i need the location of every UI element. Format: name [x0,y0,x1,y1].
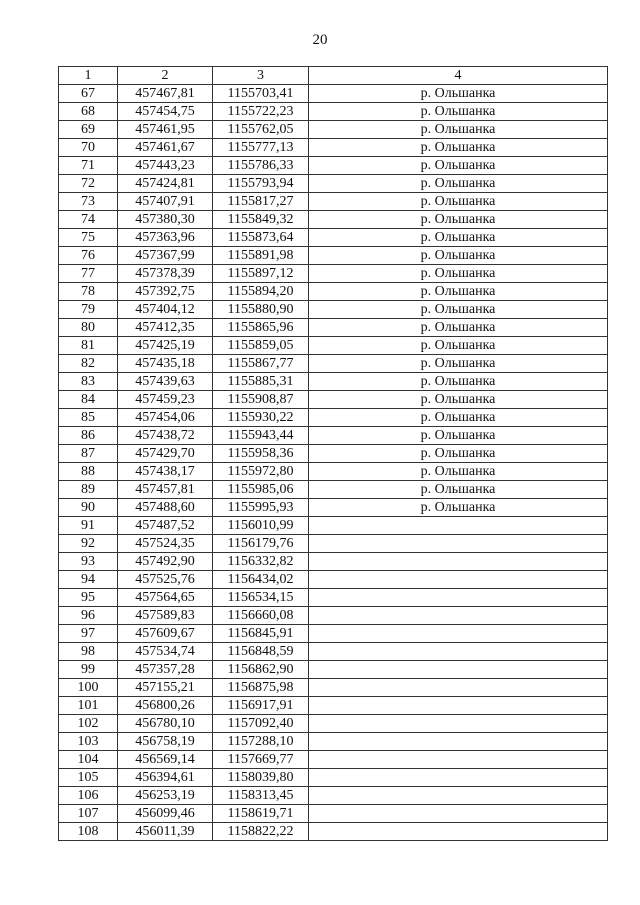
description-cell [309,517,608,535]
description-cell: р. Ольшанка [309,265,608,283]
description-cell: р. Ольшанка [309,247,608,265]
point-number-cell: 68 [59,103,118,121]
x-coordinate-cell: 457435,18 [118,355,213,373]
y-coordinate-cell: 1155722,23 [213,103,309,121]
description-cell: р. Ольшанка [309,391,608,409]
point-number-cell: 84 [59,391,118,409]
table-body [59,85,608,841]
y-coordinate-cell: 1155885,31 [213,373,309,391]
y-coordinate-cell: 1155867,77 [213,355,309,373]
y-coordinate-cell: 1155703,41 [213,85,309,103]
x-coordinate-cell: 457443,23 [118,157,213,175]
y-coordinate-cell: 1155777,13 [213,139,309,157]
y-coordinate-cell: 1156875,98 [213,679,309,697]
description-cell: р. Ольшанка [309,409,608,427]
y-coordinate-cell: 1155880,90 [213,301,309,319]
point-number-cell: 80 [59,319,118,337]
x-coordinate-cell: 457363,96 [118,229,213,247]
table-row [59,517,608,535]
x-coordinate-cell: 457461,67 [118,139,213,157]
x-coordinate-cell: 457589,83 [118,607,213,625]
x-coordinate-cell: 456758,19 [118,733,213,751]
table-row [59,445,608,463]
y-coordinate-cell: 1158822,22 [213,823,309,841]
x-coordinate-cell: 456394,61 [118,769,213,787]
point-number-cell: 93 [59,553,118,571]
table-row [59,535,608,553]
x-coordinate-cell: 457392,75 [118,283,213,301]
table-row [59,355,608,373]
point-number-cell: 103 [59,733,118,751]
x-coordinate-cell: 457438,17 [118,463,213,481]
description-cell [309,823,608,841]
header-row [59,67,608,85]
description-cell [309,643,608,661]
x-coordinate-cell: 457454,75 [118,103,213,121]
table-row [59,715,608,733]
description-cell [309,679,608,697]
table-row [59,373,608,391]
table-row [59,229,608,247]
description-cell [309,535,608,553]
description-cell [309,787,608,805]
table-row [59,265,608,283]
y-coordinate-cell: 1155930,22 [213,409,309,427]
point-number-cell: 81 [59,337,118,355]
point-number-cell: 97 [59,625,118,643]
header-cell-3: 3 [213,67,309,85]
description-cell [309,607,608,625]
point-number-cell: 108 [59,823,118,841]
y-coordinate-cell: 1156660,08 [213,607,309,625]
point-number-cell: 78 [59,283,118,301]
description-cell: р. Ольшанка [309,337,608,355]
point-number-cell: 74 [59,211,118,229]
description-cell [309,553,608,571]
point-number-cell: 92 [59,535,118,553]
point-number-cell: 69 [59,121,118,139]
description-cell [309,571,608,589]
table-row [59,409,608,427]
y-coordinate-cell: 1156434,02 [213,571,309,589]
table-row [59,661,608,679]
description-cell: р. Ольшанка [309,175,608,193]
y-coordinate-cell: 1157669,77 [213,751,309,769]
y-coordinate-cell: 1155985,06 [213,481,309,499]
x-coordinate-cell: 457378,39 [118,265,213,283]
table-row [59,157,608,175]
y-coordinate-cell: 1155859,05 [213,337,309,355]
point-number-cell: 71 [59,157,118,175]
table-row [59,787,608,805]
description-cell [309,715,608,733]
y-coordinate-cell: 1155972,80 [213,463,309,481]
point-number-cell: 90 [59,499,118,517]
point-number-cell: 106 [59,787,118,805]
header-cell-2: 2 [118,67,213,85]
x-coordinate-cell: 456253,19 [118,787,213,805]
x-coordinate-cell: 457425,19 [118,337,213,355]
table-row [59,805,608,823]
x-coordinate-cell: 456780,10 [118,715,213,733]
y-coordinate-cell: 1155762,05 [213,121,309,139]
y-coordinate-cell: 1155873,64 [213,229,309,247]
y-coordinate-cell: 1155908,87 [213,391,309,409]
description-cell [309,805,608,823]
y-coordinate-cell: 1155894,20 [213,283,309,301]
x-coordinate-cell: 457459,23 [118,391,213,409]
description-cell [309,733,608,751]
y-coordinate-cell: 1156010,99 [213,517,309,535]
x-coordinate-cell: 457524,35 [118,535,213,553]
description-cell: р. Ольшанка [309,121,608,139]
x-coordinate-cell: 457429,70 [118,445,213,463]
x-coordinate-cell: 457492,90 [118,553,213,571]
y-coordinate-cell: 1155943,44 [213,427,309,445]
point-number-cell: 100 [59,679,118,697]
description-cell: р. Ольшанка [309,211,608,229]
point-number-cell: 79 [59,301,118,319]
table-row [59,625,608,643]
point-number-cell: 105 [59,769,118,787]
table-row [59,643,608,661]
x-coordinate-cell: 456011,39 [118,823,213,841]
table-row [59,499,608,517]
x-coordinate-cell: 457564,65 [118,589,213,607]
table-row [59,337,608,355]
table-row [59,139,608,157]
x-coordinate-cell: 457438,72 [118,427,213,445]
y-coordinate-cell: 1155817,27 [213,193,309,211]
table-row [59,697,608,715]
y-coordinate-cell: 1158313,45 [213,787,309,805]
header-cell-1: 1 [59,67,118,85]
description-cell: р. Ольшанка [309,355,608,373]
description-cell: р. Ольшанка [309,499,608,517]
x-coordinate-cell: 457357,28 [118,661,213,679]
x-coordinate-cell: 457454,06 [118,409,213,427]
y-coordinate-cell: 1155995,93 [213,499,309,517]
point-number-cell: 101 [59,697,118,715]
y-coordinate-cell: 1156534,15 [213,589,309,607]
y-coordinate-cell: 1158039,80 [213,769,309,787]
x-coordinate-cell: 457367,99 [118,247,213,265]
table-row [59,769,608,787]
description-cell: р. Ольшанка [309,85,608,103]
table-row [59,121,608,139]
table-row [59,823,608,841]
y-coordinate-cell: 1156862,90 [213,661,309,679]
description-cell [309,589,608,607]
point-number-cell: 86 [59,427,118,445]
x-coordinate-cell: 457487,52 [118,517,213,535]
point-number-cell: 76 [59,247,118,265]
description-cell [309,769,608,787]
table-row [59,193,608,211]
point-number-cell: 85 [59,409,118,427]
table-row [59,175,608,193]
y-coordinate-cell: 1157288,10 [213,733,309,751]
x-coordinate-cell: 457609,67 [118,625,213,643]
table-header [59,67,608,85]
point-number-cell: 107 [59,805,118,823]
table-row [59,301,608,319]
point-number-cell: 87 [59,445,118,463]
x-coordinate-cell: 456569,14 [118,751,213,769]
table-row [59,553,608,571]
table-row [59,247,608,265]
x-coordinate-cell: 457155,21 [118,679,213,697]
y-coordinate-cell: 1156179,76 [213,535,309,553]
table-row [59,211,608,229]
description-cell: р. Ольшанка [309,445,608,463]
table-row [59,319,608,337]
table-row [59,103,608,121]
description-cell: р. Ольшанка [309,283,608,301]
point-number-cell: 82 [59,355,118,373]
y-coordinate-cell: 1156848,59 [213,643,309,661]
description-cell: р. Ольшанка [309,103,608,121]
x-coordinate-cell: 457525,76 [118,571,213,589]
point-number-cell: 95 [59,589,118,607]
point-number-cell: 70 [59,139,118,157]
point-number-cell: 96 [59,607,118,625]
y-coordinate-cell: 1158619,71 [213,805,309,823]
point-number-cell: 94 [59,571,118,589]
table-row [59,463,608,481]
table-row [59,589,608,607]
point-number-cell: 83 [59,373,118,391]
table-row [59,571,608,589]
point-number-cell: 89 [59,481,118,499]
x-coordinate-cell: 457467,81 [118,85,213,103]
x-coordinate-cell: 457457,81 [118,481,213,499]
x-coordinate-cell: 457534,74 [118,643,213,661]
point-number-cell: 75 [59,229,118,247]
page-number: 20 [312,32,328,48]
coordinates-table [58,66,608,841]
description-cell: р. Ольшанка [309,157,608,175]
header-cell-4: 4 [309,67,608,85]
x-coordinate-cell: 457404,12 [118,301,213,319]
x-coordinate-cell: 457412,35 [118,319,213,337]
y-coordinate-cell: 1156332,82 [213,553,309,571]
y-coordinate-cell: 1155849,32 [213,211,309,229]
description-cell [309,661,608,679]
x-coordinate-cell: 457380,30 [118,211,213,229]
point-number-cell: 104 [59,751,118,769]
y-coordinate-cell: 1155958,36 [213,445,309,463]
description-cell: р. Ольшанка [309,463,608,481]
point-number-cell: 99 [59,661,118,679]
description-cell: р. Ольшанка [309,373,608,391]
table-row [59,85,608,103]
table-row [59,283,608,301]
point-number-cell: 102 [59,715,118,733]
table-row [59,391,608,409]
description-cell [309,697,608,715]
point-number-cell: 98 [59,643,118,661]
description-cell [309,751,608,769]
description-cell: р. Ольшанка [309,229,608,247]
x-coordinate-cell: 457407,91 [118,193,213,211]
description-cell: р. Ольшанка [309,301,608,319]
description-cell: р. Ольшанка [309,139,608,157]
point-number-cell: 67 [59,85,118,103]
description-cell [309,625,608,643]
description-cell: р. Ольшанка [309,193,608,211]
table-row [59,481,608,499]
point-number-cell: 91 [59,517,118,535]
x-coordinate-cell: 457439,63 [118,373,213,391]
x-coordinate-cell: 456800,26 [118,697,213,715]
table-row [59,427,608,445]
x-coordinate-cell: 457488,60 [118,499,213,517]
table-row [59,733,608,751]
x-coordinate-cell: 456099,46 [118,805,213,823]
description-cell: р. Ольшанка [309,481,608,499]
point-number-cell: 73 [59,193,118,211]
y-coordinate-cell: 1155891,98 [213,247,309,265]
point-number-cell: 72 [59,175,118,193]
table-row [59,679,608,697]
description-cell: р. Ольшанка [309,427,608,445]
y-coordinate-cell: 1156845,91 [213,625,309,643]
y-coordinate-cell: 1155865,96 [213,319,309,337]
y-coordinate-cell: 1157092,40 [213,715,309,733]
x-coordinate-cell: 457461,95 [118,121,213,139]
table-row [59,607,608,625]
description-cell: р. Ольшанка [309,319,608,337]
point-number-cell: 88 [59,463,118,481]
y-coordinate-cell: 1155786,33 [213,157,309,175]
y-coordinate-cell: 1156917,91 [213,697,309,715]
y-coordinate-cell: 1155897,12 [213,265,309,283]
y-coordinate-cell: 1155793,94 [213,175,309,193]
point-number-cell: 77 [59,265,118,283]
x-coordinate-cell: 457424,81 [118,175,213,193]
table-row [59,751,608,769]
